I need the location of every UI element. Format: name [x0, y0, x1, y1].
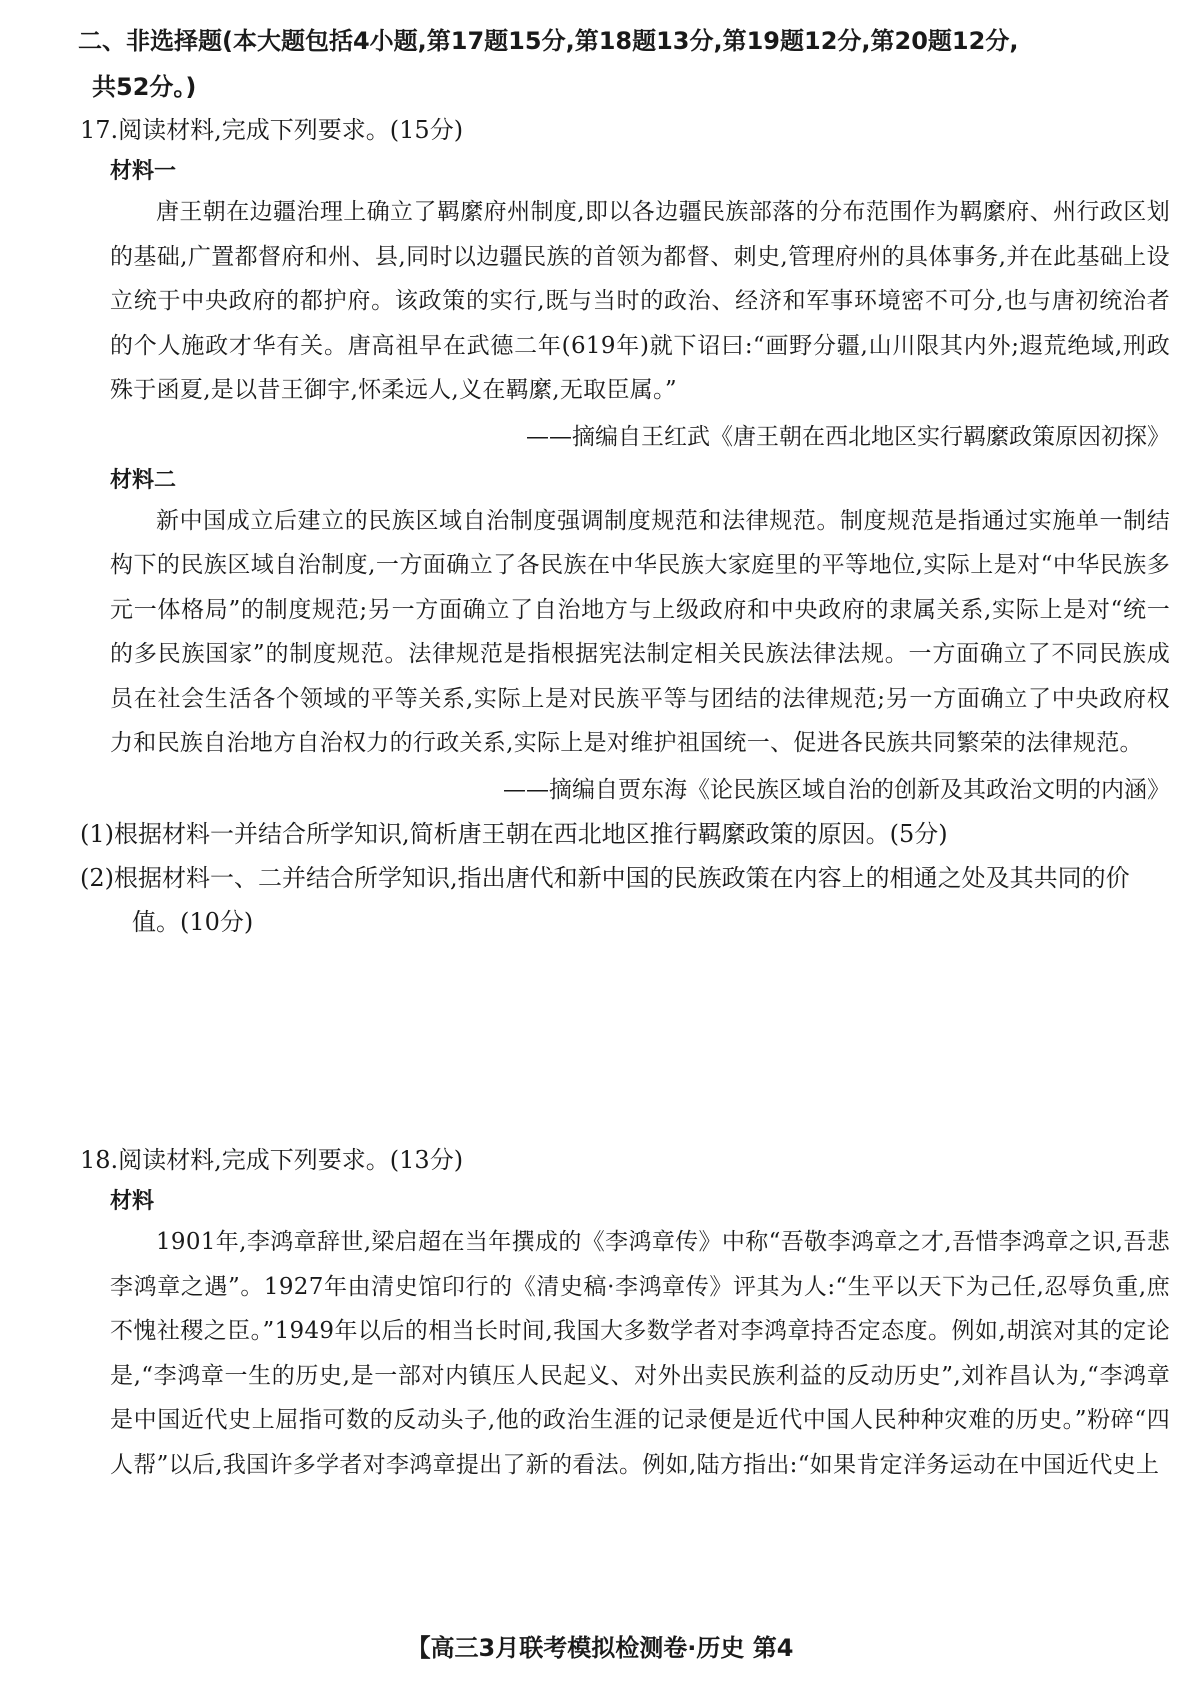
material-text: 1901年,李鸿章辞世,梁启超在当年撰成的《李鸿章传》中称“吾敬李鸿章之才,吾惜李鸿章之识,吾悲李鸿章之遇”。1927年由清史馆印行的《清史稿·李鸿章传》评其为人:“生平以天下为己任,忍辱负重,庶不愧社稷之臣。”1949年以后的相当长时间,我国大多数学者对李鸿章持否定态度。例如,胡滨对其的定论是,“李鸿章一生的历史,是一部对内镇压人民起义、对外出卖民族利益的反动历史”,刘祚昌认为,“李鸿章是中国近代史上屈指可数的反动头子,他的政治生涯的记录便是近代中国人民种种灾难的历史。”粉碎“四人帮”以后,我国许多学者对李鸿章提出了新的看法。例如,陆方指出:“如果肯定洋务运动在中国近代史上: [110, 1229, 1170, 1478]
material-label: 材料: [110, 1189, 155, 1214]
material-1-source: ——摘编自王红武《唐王朝在西北地区实行羁縻政策原因初探》: [526, 423, 1170, 450]
question-18-title: 18.阅读材料,完成下列要求。(13分): [80, 1146, 464, 1174]
section-heading-text: 二、非选择题(本大题包括4小题,第17题15分,第18题13分,第19题12分,第20题12分,: [78, 27, 1019, 55]
question-17: [80, 110, 1170, 944]
sub-question-2: (2)根据材料一、二并结合所学知识,指出唐代和新中国的民族政策在内容上的相通之处及其共同的价值。(10分): [80, 863, 1130, 936]
sub-question-1: (1)根据材料一并结合所学知识,简析唐王朝在西北地区推行羁縻政策的原因。(5分): [80, 819, 948, 848]
page-footer: 【高三3月联考模拟检测卷·历史 第4: [406, 1634, 794, 1662]
section-heading: [78, 18, 1158, 110]
material-2-text: 新中国成立后建立的民族区域自治制度强调制度规范和法律规范。制度规范是指通过实施单一制结构下的民族区域自治制度,一方面确立了各民族在中华民族大家庭里的平等地位,实际上是对“中华民族多元一体格局”的制度规范;另一方面确立了自治地方与上级政府和中央政府的隶属关系,实际上是对“统一的多民族国家”的制度规范。法律规范是指根据宪法制定相关民族法律法规。一方面确立了不同民族成员在社会生活各个领域的平等关系,实际上是对民族平等与团结的法律规范;另一方面确立了中央政府权力和民族自治地方自治权力的行政关系,实际上是对维护祖国统一、促进各民族共同繁荣的法律规范。: [110, 507, 1170, 756]
question-17-title: 17.阅读材料,完成下列要求。(15分): [80, 116, 464, 144]
section-heading-continuation: 共52分。): [92, 73, 197, 101]
material-1-label: 材料一: [110, 159, 177, 184]
material-2-label: 材料二: [110, 467, 177, 493]
question-18: [80, 1140, 1170, 1487]
material-1-text: 唐王朝在边疆治理上确立了羁縻府州制度,即以各边疆民族部落的分布范围作为羁縻府、州行政区划的基础,广置都督府和州、县,同时以边疆民族的首领为都督、刺史,管理府州的具体事务,并在此基础上设立统于中央政府的都护府。该政策的实行,既与当时的政治、经济和军事环境密不可分,也与唐初统治者的个人施政才华有关。唐高祖早在武德二年(619年)就下诏曰:“画野分疆,山川限其内外;遐荒绝域,刑政殊于函夏,是以昔王御宇,怀柔远人,义在羁縻,无取臣属。”: [110, 199, 1170, 403]
material-2-source: ——摘编自贾东海《论民族区域自治的创新及其政治文明的内涵》: [503, 776, 1170, 803]
